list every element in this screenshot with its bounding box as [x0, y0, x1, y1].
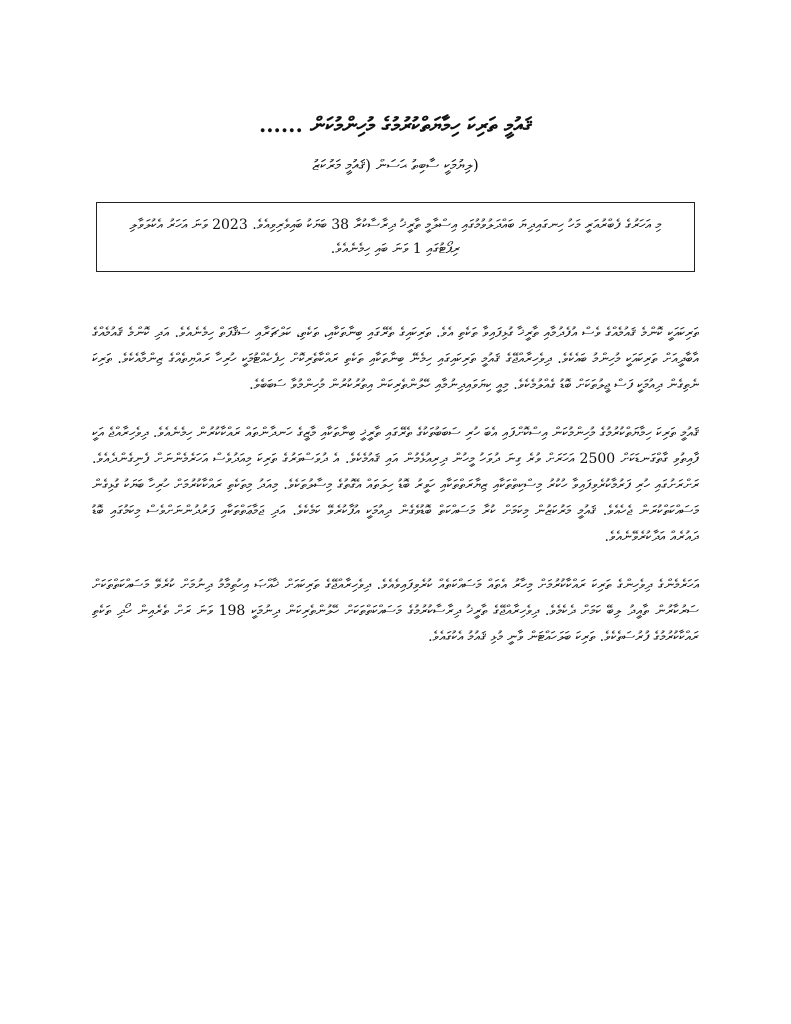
summary-text: މި އަހަރުގެ ފެބްރުއަރީ މަހު ހިނގައިދިޔަ ބައްދަލުވުމުގައި އިސްލާމީ ތާރީޚު ދިރާސާކުރާ 38 ބަޔަކު ބައިވެރިވިއެވެ. 2023 ވަނަ އަހަރު އެކުލަވާލި ރިޕޯޓުގައި 1 ވަނަ ބައި ހިމެނެއެވެ.	[129, 217, 662, 257]
article-title-text: ޤައުމީ ތަރިކަ ހިމާޔަތްކުރުމުގެ މުހިންމުކަން	[310, 112, 533, 137]
summary-box	[96, 202, 695, 272]
body-paragraph-1: ތަރިކައަކީ ކޮންމެ ޤައުމެއްގެ ވެސް އުފެދުމާއި ތާރީޚާ ގުޅިފައިވާ ތަކެތި އެވެ. ތަރިކައިގެ ތެރޭގައި ބިނާތަކާއި، ތަކެތި، ކަލްޗަރާއި ސަޤާފަތް ހިމެނެއެވެ. އަދި ކޮންމެ ޤައުމެއްގެ އާބާދީއަށް ތަރިކައަކީ މުހިންމު ބައެކެވެ. ދިވެހިރާއްޖޭގެ ޤައުމީ ތަރިކައިގައި ހިމެނޭ ބިނާތަކާއި ތަކެތި ރައްކާތެރިކޮށް ހިފެހެއްޓުމަކީ ހުރިހާ ރައްޔިތެއްގެ ޒިންމާއެކެވެ. ތަރިކަ ނެތިގެން ދިއުމަކީ ފަސް ޖީލުތަކަށް ބޮޑު ގެއްލުމެކެވެ. މިއީ ކިޔަވައިދިނުމާއި ހޭލުންތެރިކަން އިތުރުކުރުން މުހިންމުވާ ސަބަބެވެ.	[92, 325, 699, 393]
article-body	[92, 320, 699, 650]
body-paragraph-2: ޤައުމީ ތަރިކަ ހިމާޔަތްކުރުމުގެ މުހިންމުކަން އިސްކޮށްފައި އެބަ ހުރި ސަބަބުތަކުގެ ތެރޭގައި ތާރީޚީ ބިނާތަކާއި މާޒީގެ ހަނދާންތައް ރައްކާކުރުން ހިމެނެއެވެ. ދިވެހިރާއްޖެ އަކީ ފާއިތުވި ގާތްގަނޑަކަށް 2500 އަހަރަށް ވުރެ ގިނަ ދުވަހު މީހުން ދިރިއުޅެމުން އައި ޤައުމެކެވެ. އެ ދުވަސްވަރުގެ ތަރިކަ މިއަދުވެސް އަހަރެމެންނަށް ފެނިގެންދެއެވެ. ރަށްރަށުގައި ހުރި ފަރުމާކުރެވިފައިވާ ހުކުރު މިސްކިތްތަކާއި ޒިޔާރަތްތަކާއި ހަވީރު ބޮޑު ހިލަތައް އެގޮތުގެ މިސާލުތަކެވެ. މިއަދު މިތަކެތި ރައްކާކުރުމަށް ހުރިހާ ބަޔަކު ގުޅިގެން މަސައްކަތްކުރަން ޖެހެއެވެ. ޤައުމީ މަރުކަޒުން މިކަމަށް ކުރާ މަސައްކަތް ބޮޑުވެގެން ދިއުމަކީ އުފާކުރެވޭ ކަމެކެވެ. އަދި ޖަމާޢަތްތަކާއި ފަރުދުންނަށްވެސް މިކަމުގައި ބޮޑު ދައުރެއް އަދާކުރެވޭނެއެވެ.	[92, 425, 699, 545]
article-title-ellipsis: ......	[258, 112, 303, 137]
article-title	[92, 110, 699, 140]
body-paragraph-3: އަހަރެމެންގެ ދިވެހިންގެ ތަރިކަ ރައްކާކުރުމަށް މިހާރު އެތައް މަސައްކަތެއް ކުރެވިފައިވެއެވެ. ދިވެހިރާއްޖޭގެ ތަރިކައަށް ޚާއްޞަ އިހުތިމާމު ދިނުމަށް ކުރެވޭ މަސައްކަތްތަކަށް ސަރުކާރުން ތާއީދު ލިބޭ ކަމަށް ދެކެމެވެ. ދިވެހިރާއްޖޭގެ ތާރީޚު ދިރާސާކުރުމުގެ މަސައްކަތްތަކަށް ހޭލުންތެރިކަން ދިނުމަކީ 198 ވަނަ ރަށް ތެރެއިން ހޯދި ތަކެތި ރައްކާކުރުމުގެ ފުރުސަތެކެވެ. ތަރިކަ ބަލަހައްޓަން ވާނީ މުޅި ޤައުމު އެކުގައެވެ.	[92, 577, 699, 645]
author-byline: (ލިޔުމަކީ ސާބިތު ޙަސަން (ޤައުމީ މަރުކަޒު	[312, 156, 479, 174]
